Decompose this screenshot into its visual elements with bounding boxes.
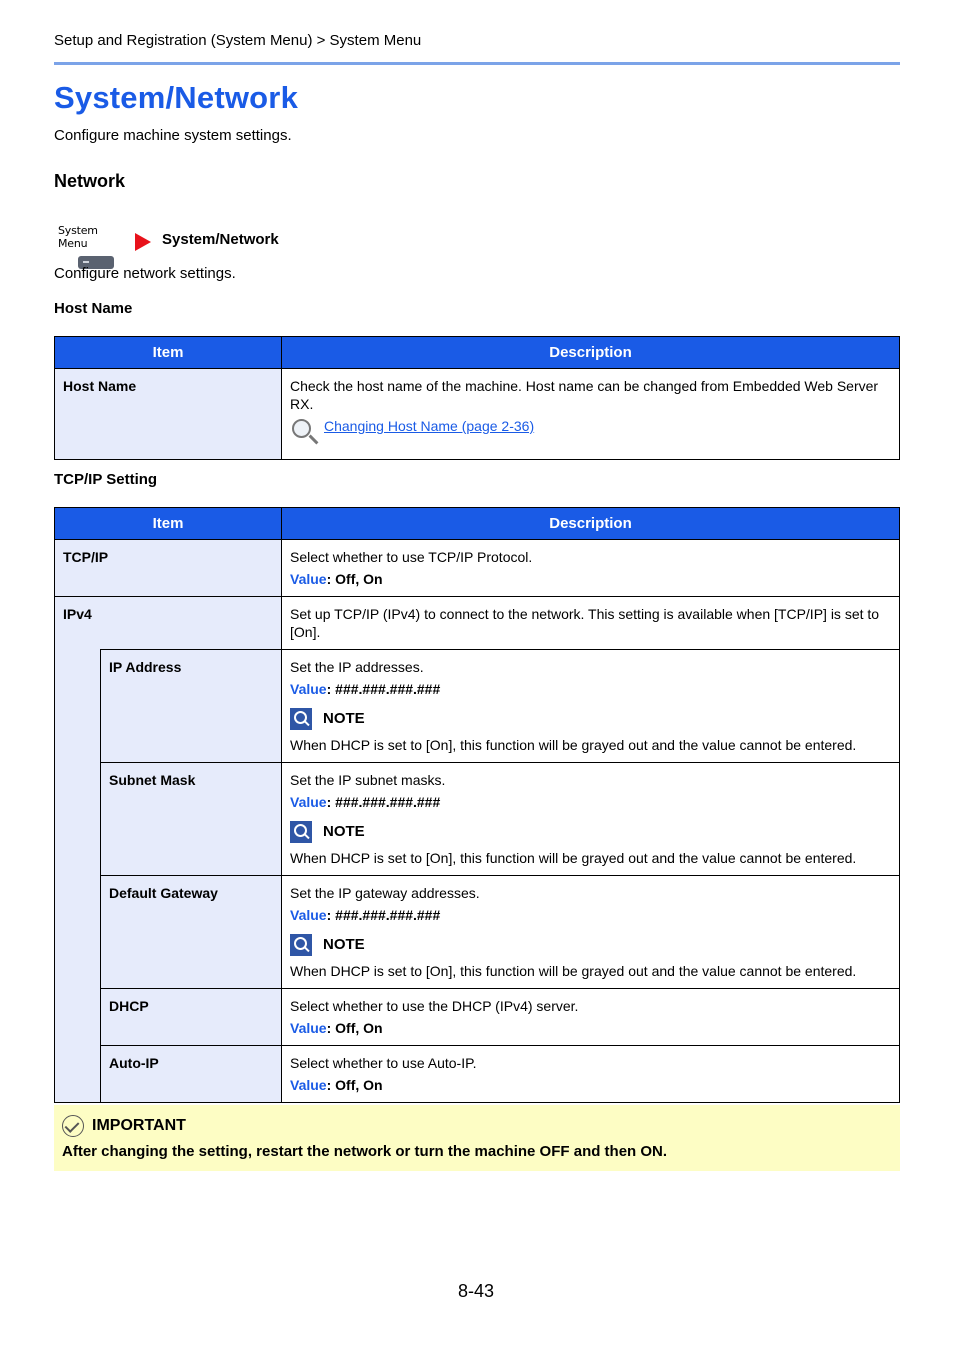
description-text: Select whether to use TCP/IP Protocol. — [290, 549, 533, 565]
important-text: After changing the setting, restart the network or turn the machine OFF and then ON. — [62, 1143, 668, 1160]
note-heading — [290, 821, 891, 843]
note-text: When DHCP is set to [On], this function will be grayed out and the value cannot be entered. — [290, 963, 857, 979]
page-number: 8-43 — [458, 1281, 495, 1301]
item-cell: IP Address — [101, 650, 282, 763]
changing-host-name-link[interactable]: Changing Host Name (page 2-36) — [324, 418, 535, 434]
important-heading — [62, 1115, 186, 1137]
description-text: Select whether to use Auto-IP. — [290, 1055, 477, 1071]
value-line: Value: ###.###.###.### — [290, 907, 441, 923]
section-intro: Configure network settings. — [54, 265, 236, 282]
col-item-header: Item — [55, 508, 282, 540]
indent-cell — [55, 650, 101, 763]
item-cell: Default Gateway — [101, 876, 282, 989]
value-text: ###.###.###.### — [335, 681, 441, 697]
important-box — [54, 1105, 900, 1171]
description-cell — [282, 876, 900, 989]
value-label: Value — [290, 1077, 327, 1093]
value-label: Value — [290, 907, 327, 923]
tcpip-heading: TCP/IP Setting — [54, 471, 158, 488]
value-text: ###.###.###.### — [335, 907, 441, 923]
item-cell: DHCP — [101, 989, 282, 1046]
note-text: When DHCP is set to [On], this function will be grayed out and the value cannot be entered. — [290, 850, 857, 866]
description-cell — [282, 763, 900, 876]
item-cell: Auto-IP — [101, 1046, 282, 1103]
description-cell — [282, 369, 900, 460]
table-row — [55, 763, 900, 876]
page-intro: Configure machine system settings. — [54, 127, 292, 144]
table-row — [55, 876, 900, 989]
table-header-row — [55, 337, 900, 369]
table-row — [55, 650, 900, 763]
indent-cell — [55, 1046, 101, 1103]
value-label: Value — [290, 571, 327, 587]
checkmark-icon — [62, 1115, 84, 1137]
item-cell: IPv4 — [55, 597, 282, 650]
value-line: Value: ###.###.###.### — [290, 681, 441, 697]
note-icon — [290, 934, 312, 956]
table-row — [55, 369, 900, 460]
item-cell: TCP/IP — [55, 540, 282, 597]
description-text: Set up TCP/IP (IPv4) to connect to the network. This setting is available when [TCP/IP] is set to [On]. — [290, 606, 880, 640]
value-line: Value: Off, On — [290, 1077, 383, 1093]
nav-target: System/Network — [162, 231, 279, 248]
arrow-right-icon — [135, 233, 151, 251]
important-label: IMPORTANT — [92, 1117, 186, 1134]
note-text: When DHCP is set to [On], this function will be grayed out and the value cannot be entered. — [290, 737, 857, 753]
description-text: Set the IP gateway addresses. — [290, 885, 480, 901]
host-name-table — [54, 336, 900, 460]
value-text: Off, On — [335, 1020, 383, 1036]
header-rule — [54, 62, 900, 65]
indent-cell — [55, 876, 101, 989]
indent-cell — [55, 763, 101, 876]
note-heading — [290, 708, 891, 730]
description-cell — [282, 1046, 900, 1103]
col-description-header: Description — [282, 337, 900, 369]
value-text: ###.###.###.### — [335, 794, 441, 810]
note-label: NOTE — [323, 710, 365, 727]
table-row — [55, 540, 900, 597]
description-text: Set the IP subnet masks. — [290, 772, 446, 788]
description-cell — [282, 540, 900, 597]
breadcrumb: Setup and Registration (System Menu) > System Menu — [54, 32, 422, 49]
value-line: Value: Off, On — [290, 571, 383, 587]
note-icon — [290, 708, 312, 730]
description-text: Set the IP addresses. — [290, 659, 424, 675]
note-label: NOTE — [323, 936, 365, 953]
value-label: Value — [290, 1020, 327, 1036]
note-label: NOTE — [323, 823, 365, 840]
reference — [290, 417, 891, 447]
note-heading — [290, 934, 891, 956]
indent-cell — [55, 989, 101, 1046]
magnifier-icon — [290, 417, 320, 447]
table-row — [55, 1046, 900, 1103]
value-text: Off, On — [335, 1077, 383, 1093]
value-line: Value: ###.###.###.### — [290, 794, 441, 810]
table-row — [55, 597, 900, 650]
value-label: Value — [290, 681, 327, 697]
page-title: System/Network — [54, 80, 299, 115]
system-menu-key — [58, 224, 128, 269]
description-cell — [282, 650, 900, 763]
tcpip-table — [54, 507, 900, 1103]
table-row — [55, 989, 900, 1046]
col-item-header: Item — [55, 337, 282, 369]
section-title: Network — [54, 171, 126, 191]
host-name-heading: Host Name — [54, 300, 133, 317]
description-text: Check the host name of the machine. Host name can be changed from Embedded Web Server RX. — [290, 378, 879, 412]
value-label: Value — [290, 794, 327, 810]
note-icon — [290, 821, 312, 843]
table-header-row — [55, 508, 900, 540]
system-menu-key-label: System Menu — [58, 224, 98, 250]
col-description-header: Description — [282, 508, 900, 540]
value-line: Value: Off, On — [290, 1020, 383, 1036]
description-cell — [282, 597, 900, 650]
description-cell — [282, 989, 900, 1046]
description-text: Select whether to use the DHCP (IPv4) server. — [290, 998, 579, 1014]
value-text: Off, On — [335, 571, 383, 587]
item-cell: Host Name — [55, 369, 282, 460]
item-cell: Subnet Mask — [101, 763, 282, 876]
